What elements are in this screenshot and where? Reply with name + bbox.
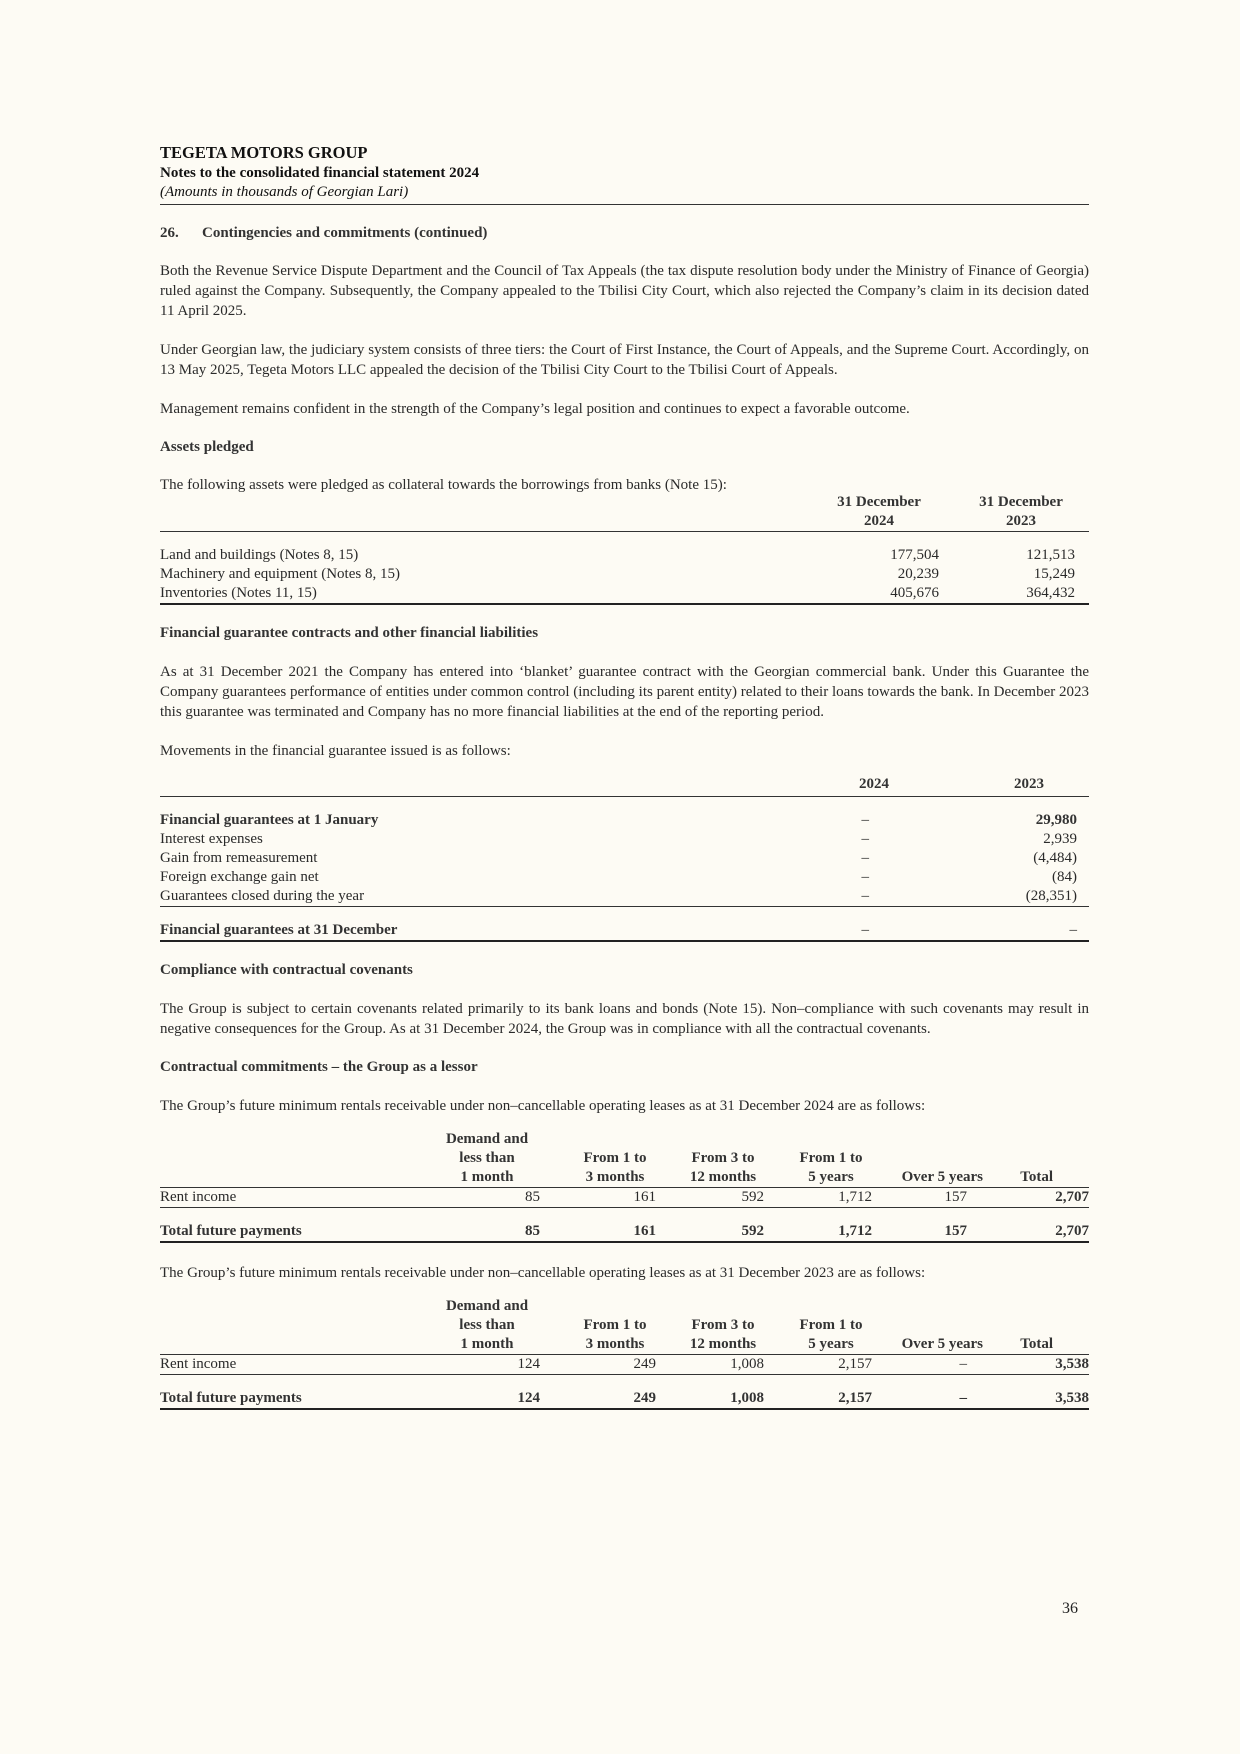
- document-page: [160, 143, 1089, 1410]
- col-header-3-12-months: From 3 to 12 months: [656, 1297, 764, 1355]
- section-title: [160, 224, 1089, 242]
- col-header-total: Total: [989, 1130, 1089, 1188]
- table-row: Gain from remeasurement – (4,484): [160, 850, 1077, 866]
- col-header-1-3-months: From 1 to 3 months: [548, 1297, 656, 1355]
- table-row: Inventories (Notes 11, 15) 405,676 364,432: [160, 584, 1089, 604]
- col-header-3-12-months: From 3 to 12 months: [656, 1130, 764, 1188]
- assets-pledged-intro: The following assets were pledged as collateral towards the borrowings from banks (Note 15):: [160, 477, 727, 493]
- section-title-text: Contingencies and commitments (continued): [202, 225, 488, 241]
- guarantees-table: [160, 775, 1089, 942]
- section-number: 26.: [160, 225, 179, 241]
- table-row: Machinery and equipment (Notes 8, 15) 20,239 15,249: [160, 566, 1075, 582]
- table-total-row: Financial guarantees at 31 December – –: [160, 921, 1089, 941]
- lessor-intro-2023: The Group’s future minimum rentals receivable under non–cancellable operating leases as at 31 December 2023 are as follows:: [160, 1265, 926, 1281]
- table-total-row: Total future payments 124 249 1,008 2,157 – 3,538: [160, 1389, 1089, 1409]
- lessor-heading: Contractual commitments – the Group as a lessor: [160, 1059, 478, 1075]
- col-header-2024: 2024: [779, 775, 929, 797]
- covenants-paragraph: The Group is subject to certain covenants related primarily to its bank loans and bonds (Note 15). Non–compliance with such covenants may result in negative consequences for the Group. As at 31 December 2024, the Group was in compliance with all the contractual covenants.: [160, 1001, 1089, 1037]
- col-header-2023: 31 December 2023: [979, 494, 1063, 529]
- col-header-over-5-years: Over 5 years: [872, 1297, 989, 1355]
- table-header-row: [160, 1297, 1089, 1355]
- guarantees-heading: Financial guarantee contracts and other financial liabilities: [160, 625, 539, 641]
- paragraph-tax-appeals: Both the Revenue Service Dispute Department and the Council of Tax Appeals (the tax dispute resolution body under the Ministry of Finance of Georgia) ruled against the Company. Subsequently, the Company appealed to the Tbilisi City Court, which also rejected the Company’s claim in its decision dated 11 April 2025.: [160, 263, 1089, 319]
- covenants-heading: Compliance with contractual covenants: [160, 962, 413, 978]
- col-header-demand: Demand and less than 1 month: [440, 1297, 548, 1355]
- table-header-row: [160, 1130, 1089, 1188]
- notes-title: Notes to the consolidated financial statement 2024: [160, 165, 480, 181]
- col-header-1-5-years: From 1 to 5 years: [764, 1297, 872, 1355]
- movements-intro: Movements in the financial guarantee issued is as follows:: [160, 743, 511, 759]
- table-row: Financial guarantees at 1 January – 29,980: [160, 812, 1077, 828]
- col-header-over-5-years: Over 5 years: [872, 1130, 989, 1188]
- header-divider: [160, 204, 1089, 205]
- document-header: [160, 143, 1089, 205]
- table-row: Interest expenses – 2,939: [160, 831, 1077, 847]
- col-header-total: Total: [989, 1297, 1089, 1355]
- page-number: 36: [1062, 1600, 1078, 1617]
- table-row: Rent income 124 249 1,008 2,157 – 3,538: [160, 1355, 1089, 1375]
- table-total-row: Total future payments 85 161 592 1,712 157 2,707: [160, 1222, 1089, 1242]
- col-header-1-3-months: From 1 to 3 months: [548, 1130, 656, 1188]
- assets-pledged-heading: Assets pledged: [160, 439, 254, 455]
- assets-pledged-table: [160, 493, 1089, 605]
- table-header-row: [160, 775, 1089, 797]
- paragraph-management: Management remains confident in the strength of the Company’s legal position and continues to expect a favorable outcome.: [160, 401, 910, 417]
- col-header-demand: Demand and less than 1 month: [440, 1130, 548, 1188]
- col-header-2023: 2023: [929, 775, 1089, 797]
- paragraph-judiciary: Under Georgian law, the judiciary system consists of three tiers: the Court of First Instance, the Court of Appeals, and the Supreme Court. Accordingly, on 13 May 2025, Tegeta Motors LLC appealed the decision of the Tbilisi City Court to the Tbilisi Court of Appeals.: [160, 342, 1089, 378]
- lessor-table-2023: [160, 1297, 1089, 1410]
- lessor-table-2024: [160, 1130, 1089, 1243]
- table-row: Foreign exchange gain net – (84): [160, 869, 1077, 885]
- table-row: Rent income 85 161 592 1,712 157 2,707: [160, 1188, 1089, 1208]
- company-name: TEGETA MOTORS GROUP: [160, 143, 368, 162]
- lessor-intro-2024: The Group’s future minimum rentals receivable under non–cancellable operating leases as at 31 December 2024 are as follows:: [160, 1098, 926, 1114]
- col-header-1-5-years: From 1 to 5 years: [764, 1130, 872, 1188]
- amounts-note: (Amounts in thousands of Georgian Lari): [160, 184, 409, 200]
- guarantees-paragraph: As at 31 December 2021 the Company has entered into ‘blanket’ guarantee contract with the Georgian commercial bank. Under this Guarantee the Company guarantees performance of entities under common control (including its parent entity) related to their loans towards the bank. In December 2023 this guarantee was terminated and Company has no more financial liabilities at the end of the reporting period.: [160, 664, 1089, 720]
- col-header-2024: 31 December 2024: [837, 494, 921, 529]
- table-header-row: [160, 493, 1089, 531]
- table-row: Guarantees closed during the year – (28,351): [160, 887, 1089, 907]
- table-row: Land and buildings (Notes 8, 15) 177,504 121,513: [160, 547, 1075, 563]
